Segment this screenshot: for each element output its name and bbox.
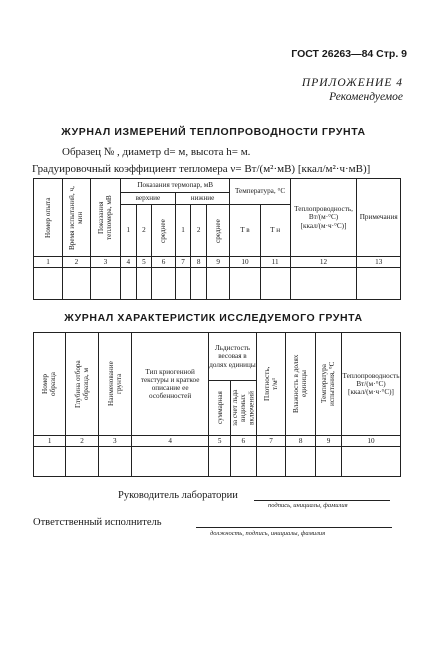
j2-col-texture: Тип криогенной текстуры и краткое описание ее особенностей: [131, 333, 208, 436]
j1-col-lower-2: 2: [191, 205, 207, 257]
executor-label: Ответственный исполнитель: [33, 517, 162, 528]
j1-col-tn: T н: [260, 205, 290, 257]
appendix-block: [302, 76, 403, 104]
j2-number-row: 1 2 3 4 5 6 7 8 9 10: [34, 436, 401, 447]
executor-caption: должность, подпись, инициалы, фамилия: [210, 530, 326, 537]
j1-col-thermocouples: Показания термопар, мВ: [121, 179, 230, 193]
j1-col-notes: Примечания: [357, 179, 401, 257]
j1-col-upper: верхние: [121, 193, 176, 205]
j2-col-conductivity: Теплопроводность Вт/(м·°C) [ккал/(м·ч·°C)]: [342, 333, 401, 436]
j2-col-number: Номер образца: [34, 333, 66, 436]
j2-col-ice-content: Льдистость весовая в долях единицы: [209, 333, 256, 381]
lab-head-caption: подпись, инициалы, фамилия: [268, 502, 348, 509]
j1-col-ta: T в: [230, 205, 260, 257]
journal1-coeff-line: Градуировочный коэффициент тепломера ν= Вт/(м²·мВ) [ккал/м²·ч·мВ)]: [32, 163, 371, 175]
journal1-sample-line: Образец № , диаметр d= м, высота h= м.: [62, 146, 251, 158]
j1-col-upper-1: 1: [121, 205, 137, 257]
journal1-table: [33, 178, 401, 300]
j1-number-row: 1 2 3 4 5 6 7 8 9 10 11 12 13: [34, 257, 401, 268]
document-header: ГОСТ 26263—84 Стр. 9: [291, 48, 407, 60]
j1-col-heatmeter: Показания тепломера, мВ: [90, 179, 120, 257]
j2-col-ice-visible: за счет льда видимых включений: [231, 381, 257, 436]
j1-col-number: Номер опыта: [34, 179, 63, 257]
j1-col-lower-1: 1: [175, 205, 191, 257]
journal2-table: [33, 332, 401, 477]
j1-col-lower-avg: среднее: [206, 205, 229, 257]
j2-col-soil-name: Наименование грунта: [98, 333, 131, 436]
j1-col-time: Время испытаний, ч, мин: [63, 179, 91, 257]
j1-col-upper-2: 2: [136, 205, 152, 257]
lab-head-signature-line: [254, 500, 390, 501]
appendix-subtitle: Рекомендуемое: [329, 91, 403, 103]
j2-empty-row: [34, 447, 401, 477]
j1-col-temperature: Температура, °C: [230, 179, 290, 205]
j2-col-ice-total: суммарная: [209, 381, 231, 436]
j2-col-depth: Глубина отбора образца, м: [66, 333, 98, 436]
journal1-title: ЖУРНАЛ ИЗМЕРЕНИЙ ТЕПЛОПРОВОДНОСТИ ГРУНТА: [61, 126, 366, 138]
j2-col-moisture: Влажность в долях единицы: [286, 333, 316, 436]
j2-col-density: Плотность, т/м³: [256, 333, 286, 436]
j2-col-test-temp: Температура испытания, °C: [315, 333, 341, 436]
journal2-title: ЖУРНАЛ ХАРАКТЕРИСТИК ИССЛЕДУЕМОГО ГРУНТА: [64, 312, 363, 324]
appendix-title: ПРИЛОЖЕНИЕ 4: [301, 77, 403, 89]
j1-col-lower: нижние: [175, 193, 230, 205]
j1-col-upper-avg: среднее: [152, 205, 175, 257]
lab-head-label: Руководитель лаборатории: [118, 490, 238, 501]
j1-col-conductivity: Теплопроводность, Вт/(м·°C) [ккал/(м·ч·°C)]: [290, 179, 357, 257]
j1-empty-row: [34, 268, 401, 300]
executor-signature-line: [196, 527, 392, 528]
